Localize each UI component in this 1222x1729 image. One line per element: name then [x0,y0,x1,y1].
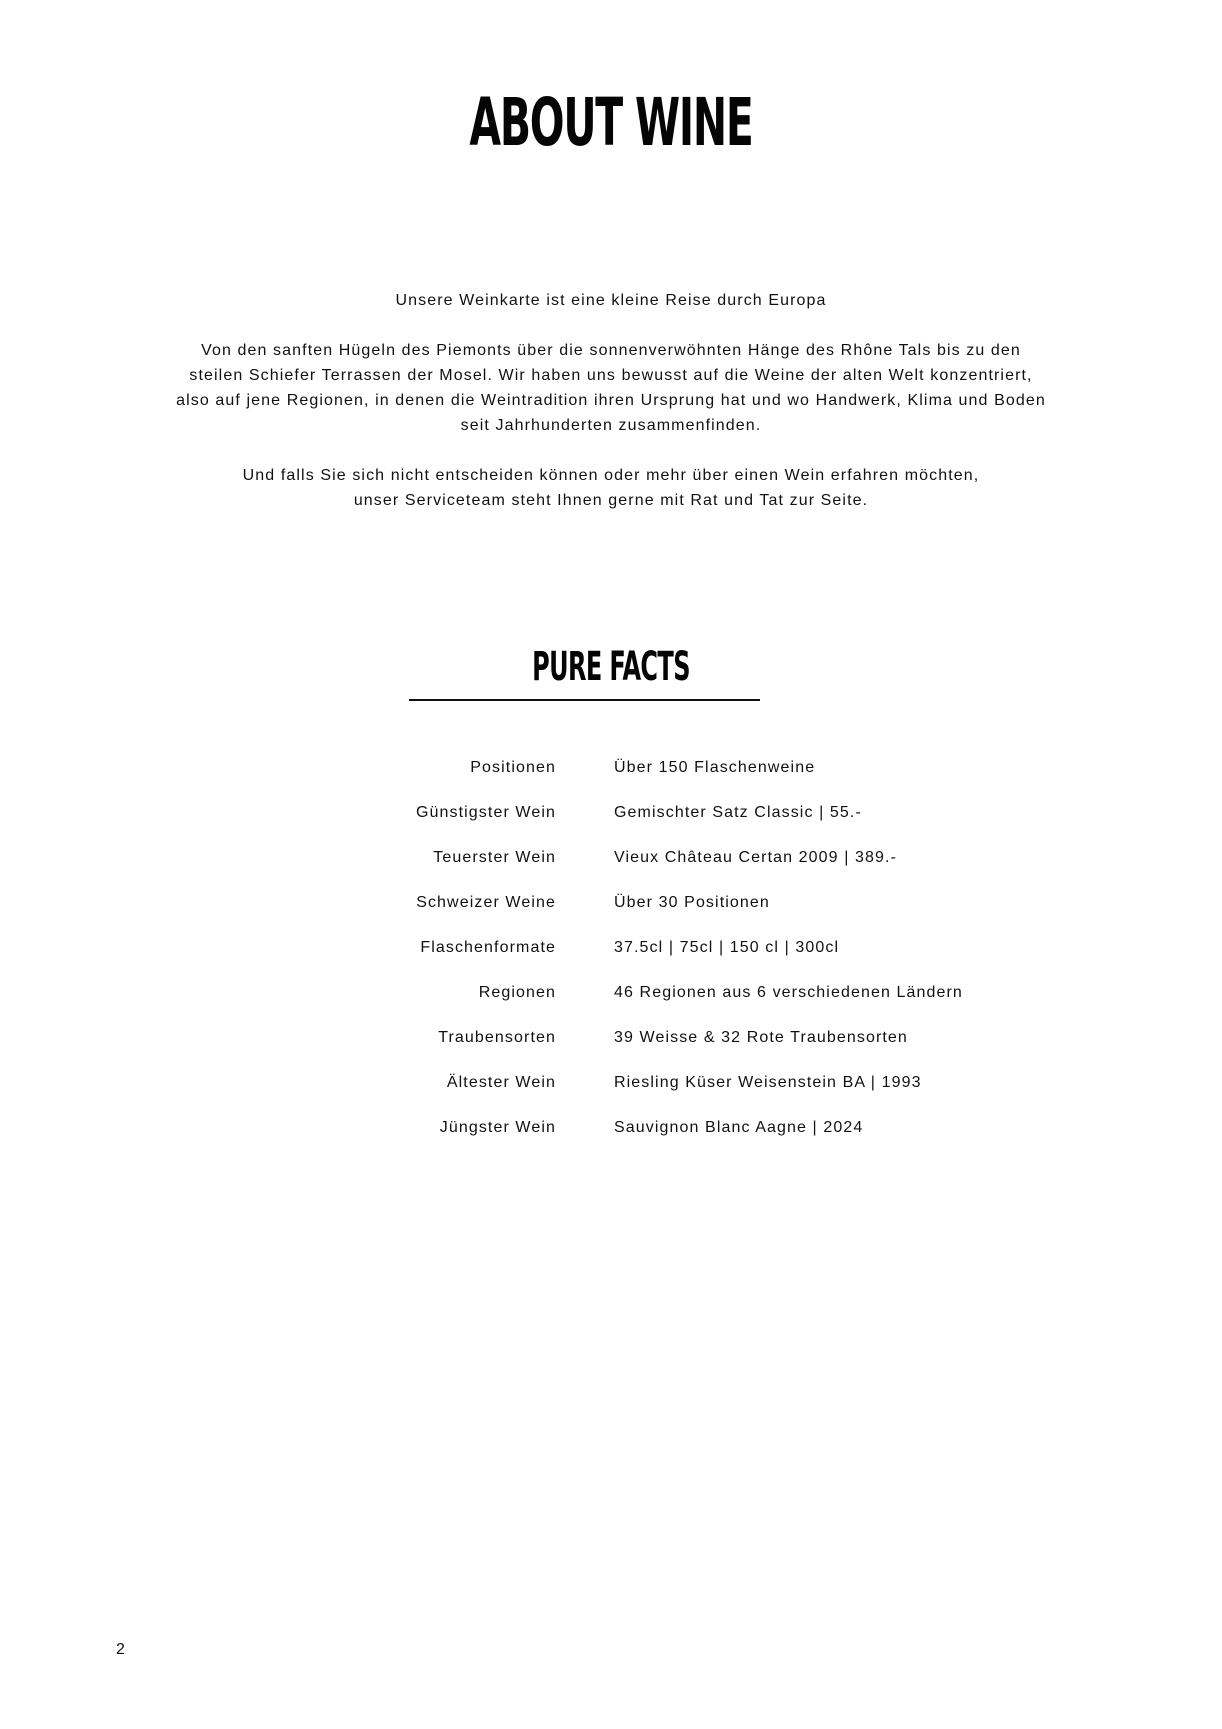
intro-closing-line: Und falls Sie sich nicht entscheiden können oder mehr über einen Wein erfahren möchten, [242,467,980,484]
fact-label: Regionen [478,984,556,1001]
fact-value: 46 Regionen aus 6 verschiedenen Ländern [614,984,963,1001]
intro-paragraph-line: also auf jene Regionen, in denen die Weintradition ihren Ursprung hat und wo Handwerk, Klima und Boden [176,392,1046,409]
intro-closing-line: unser Serviceteam steht Ihnen gerne mit Rat und Tat zur Seite. [353,492,869,509]
fact-row-aeltester-wein [0,1069,1222,1114]
fact-row-schweizer-weine [0,889,1222,934]
fact-value: Gemischter Satz Classic | 55.- [614,804,862,821]
page-title: ABOUT WINE [469,84,753,161]
page-number: 2 [116,1641,125,1658]
fact-label: Traubensorten [438,1029,556,1046]
intro-closing [100,463,1122,513]
facts-title: PURE FACTS [532,644,690,690]
fact-label: Schweizer Weine [416,894,556,911]
fact-row-traubensorten [0,1024,1222,1069]
facts-table [0,754,1222,1159]
fact-label: Jüngster Wein [439,1119,556,1136]
fact-value: Über 30 Positionen [614,894,770,911]
fact-value: 39 Weisse & 32 Rote Traubensorten [614,1029,908,1046]
fact-value: Sauvignon Blanc Aagne | 2024 [614,1119,864,1136]
fact-row-regionen [0,979,1222,1024]
fact-row-guenstigster-wein [0,799,1222,844]
intro-paragraph-line: Von den sanften Hügeln des Piemonts über die sonnenverwöhnten Hänge des Rhône Tals bis zu den [201,342,1021,359]
fact-row-teuerster-wein [0,844,1222,889]
fact-label: Günstigster Wein [415,804,556,821]
intro-paragraph-line: steilen Schiefer Terrassen der Mosel. Wir haben uns bewusst auf die Weine der alten Welt konzentriert, [189,367,1033,384]
fact-label: Flaschenformate [420,939,556,956]
fact-row-positionen [0,754,1222,799]
fact-value: 37.5cl | 75cl | 150 cl | 300cl [614,939,840,956]
fact-label: Ältester Wein [446,1074,556,1091]
fact-value: Über 150 Flaschenweine [614,759,816,776]
intro-lead: Unsere Weinkarte ist eine kleine Reise durch Europa [395,292,827,309]
fact-row-flaschenformate [0,934,1222,979]
intro-paragraph-line: seit Jahrhunderten zusammenfinden. [460,417,762,434]
facts-title-divider [409,699,760,701]
fact-value: Riesling Küser Weisenstein BA | 1993 [614,1074,922,1091]
fact-value: Vieux Château Certan 2009 | 389.- [614,849,897,866]
intro-paragraph [100,338,1122,438]
fact-label: Positionen [470,759,556,776]
fact-row-juengster-wein [0,1114,1222,1159]
fact-label: Teuerster Wein [433,849,556,866]
intro-text [100,288,1122,513]
